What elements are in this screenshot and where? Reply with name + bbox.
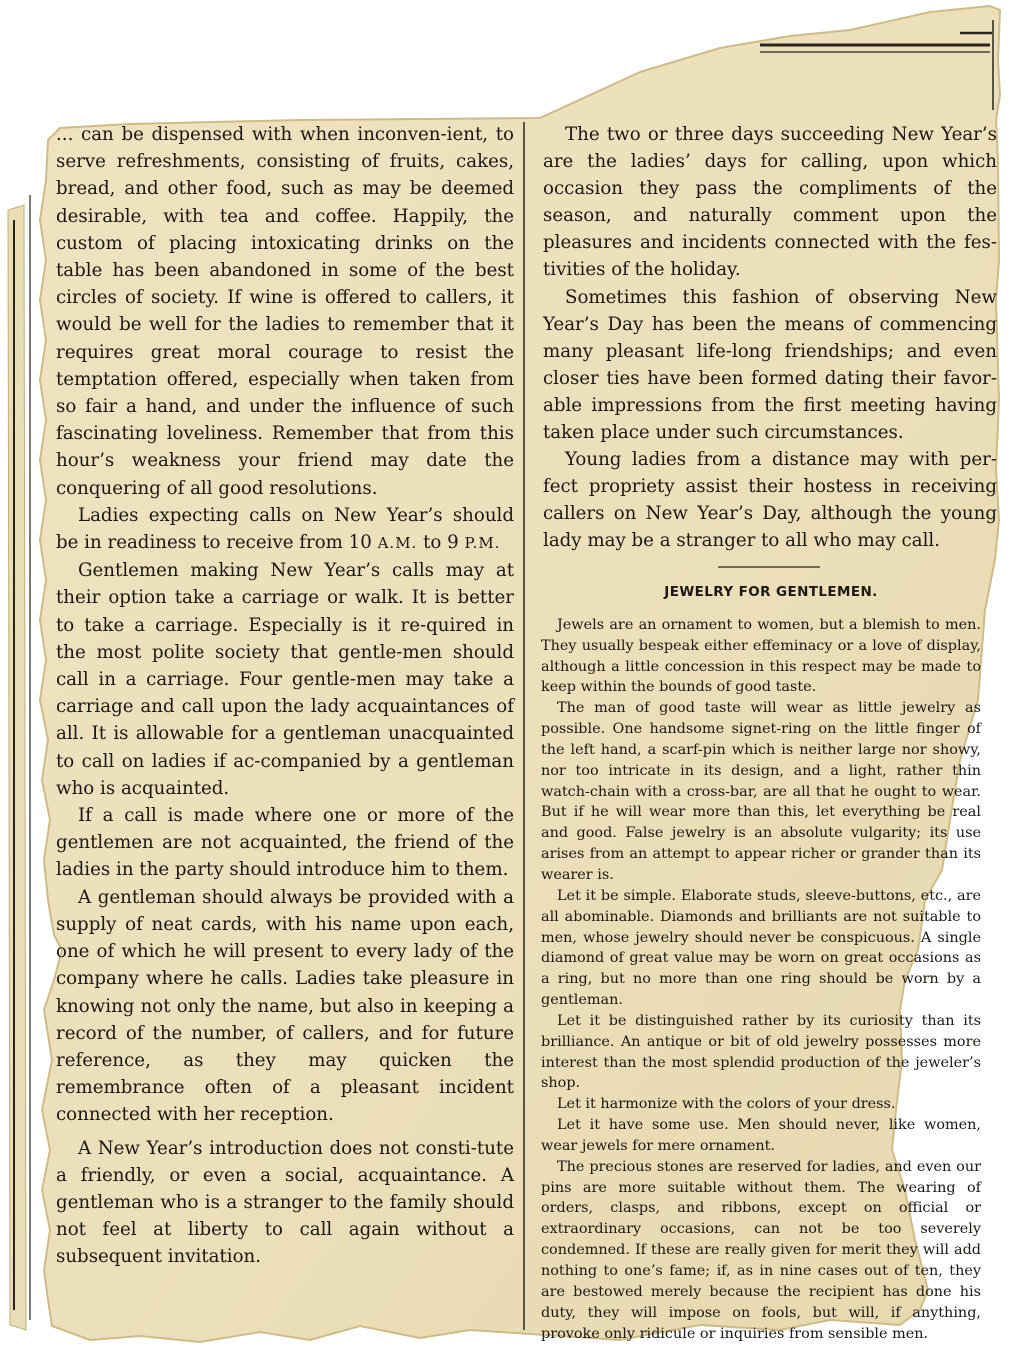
paragraph-gentlemen-calls: Gentlemen making New Year’s calls may at their option take a carriage or walk. It is better to take a carriage. Especially is it re-quired in the most polite society that gentle-men should call in a carriage. Four gentle-men may take a carriage and call upon the lady acquaintances of all. It is allowable for a gentleman unacquainted to call on ladies if ac-companied by a gentleman who is acquainted.: [56, 560, 514, 799]
section-heading: JEWELRY FOR GENTLEMEN.: [664, 584, 878, 600]
time-am: A.M.: [377, 534, 418, 553]
jewelry-section: [541, 582, 981, 1342]
jewelry-paragraph: Let it harmonize with the colors of your dress.: [557, 1096, 896, 1113]
jewelry-paragraph: Let it be distinguished rather by its curiosity than its brilliance. An antique or bit of old jewelry possesses more interest than the most splendid production of the jeweler’s shop.: [541, 1012, 981, 1092]
left-text-column: [56, 121, 514, 1271]
jewelry-paragraph: The precious stones are reserved for ladies, and even our pins are more suitable without them. The wearing of orders, clasps, and ribbons, except on official or extraordinary occasions, can not be too severely condemned. If these are really given for merit they will add nothing to one’s fame; if, as in nine cases out of ten, they are bestowed merely because the recipient has done his duty, they will impose on fools, but will, if anything, provoke only ridicule or inquiries from sensible men.: [541, 1158, 981, 1342]
jewelry-paragraph: The man of good taste will wear as little jewelry as possible. One handsome signet-ring on the little finger of the left hand, a scarf-pin which is neither large nor showy, nor too intricate in its design, and a light, rather thin watch-chain with a cross-bar, are all that he ought to wear. But if he will wear more than this, let everything be real and good. False jewelry is an absolute vulgarity; its use arises from an attempt to appear richer or grander than its wearer is.: [541, 700, 981, 883]
paragraph-refreshments: ... can be dispensed with when inconven-ient, to serve refreshments, consisting of fruits, cakes, bread, and other food, such as may be deemed desirable, with tea and coffee. Happily, the custom of placing intoxicating drinks on the table has been abandoned in some of the best circles of society. If wine is offered to callers, it would be well for the ladies to remember that it requires great moral courage to resist the temptation offered, especially when taken from so fair a hand, and under the influence of such fascinating loveliness. Remember that from this hour’s weakness your friend may date the conquering of all good resolutions.: [56, 124, 514, 499]
paper-strip-left: [8, 205, 26, 1330]
paragraph-cards: A gentleman should always be provided with a supply of neat cards, with his name upon each, one of which he will present to every lady of the company where he calls. Ladies take pleasure in knowing not only the name, but also in keeping a record of the number, of callers, and for future reference, as they may quicken the remembrance often of a pleasant incident connected with her reception.: [56, 886, 514, 1126]
ladies-expecting-text: Ladies expecting calls on New Year’s should be in readiness to receive from 10: [56, 504, 514, 554]
paragraph-introduce: If a call is made where one or more of the gentlemen are not acquainted, the friend of the ladies in the party should introduce him to them.: [56, 805, 514, 881]
jewelry-paragraph: Let it be simple. Elaborate studs, sleeve-buttons, etc., are all abominable. Diamonds and brilliants are not suitable to men, whose jewelry should never be conspicuous. A single diamond of great value may be worn on great occasions as a ring, but no more than one ring should be worn by a gentleman.: [541, 887, 981, 1009]
jewelry-paragraph: Let it have some use. Men should never, like women, wear jewels for mere ornament.: [541, 1117, 981, 1154]
paragraph-friendships: Sometimes this fashion of observing New Year’s Day has been the means of commencing many pleasant life-long friendships; and even closer ties have been formed dating their favor-able impressions from the first meeting having taken place under such circumstances.: [543, 286, 997, 444]
paragraph-ladies-expecting: [56, 502, 514, 557]
right-text-column: [543, 121, 997, 555]
paragraph-introduction: A New Year’s introduction does not consti-tute a friendly, or even a social, acquaintance. A gentleman who is a stranger to the family should not feel at liberty to call again without a subsequent invitation.: [56, 1137, 514, 1268]
ladies-expecting-mid: to 9: [417, 532, 465, 554]
paragraph-ladies-days: The two or three days succeeding New Year’s are the ladies’ days for calling, upon which occasion they pass the compliments of the season, and naturally comment upon the pleasures and incidents connected with the fes-tivities of the holiday.: [543, 124, 997, 281]
jewelry-paragraph: Jewels are an ornament to women, but a blemish to men. They usually bespeak either effeminacy or a love of display, although a little concession in this respect may be made to keep within the bounds of good taste.: [541, 616, 981, 696]
paragraph-young-ladies: Young ladies from a distance may with per-fect propriety assist their hostess in receiving callers on New Year’s Day, although the young lady may be a stranger to all who may call.: [543, 449, 997, 552]
time-pm: P.M.: [464, 534, 501, 553]
